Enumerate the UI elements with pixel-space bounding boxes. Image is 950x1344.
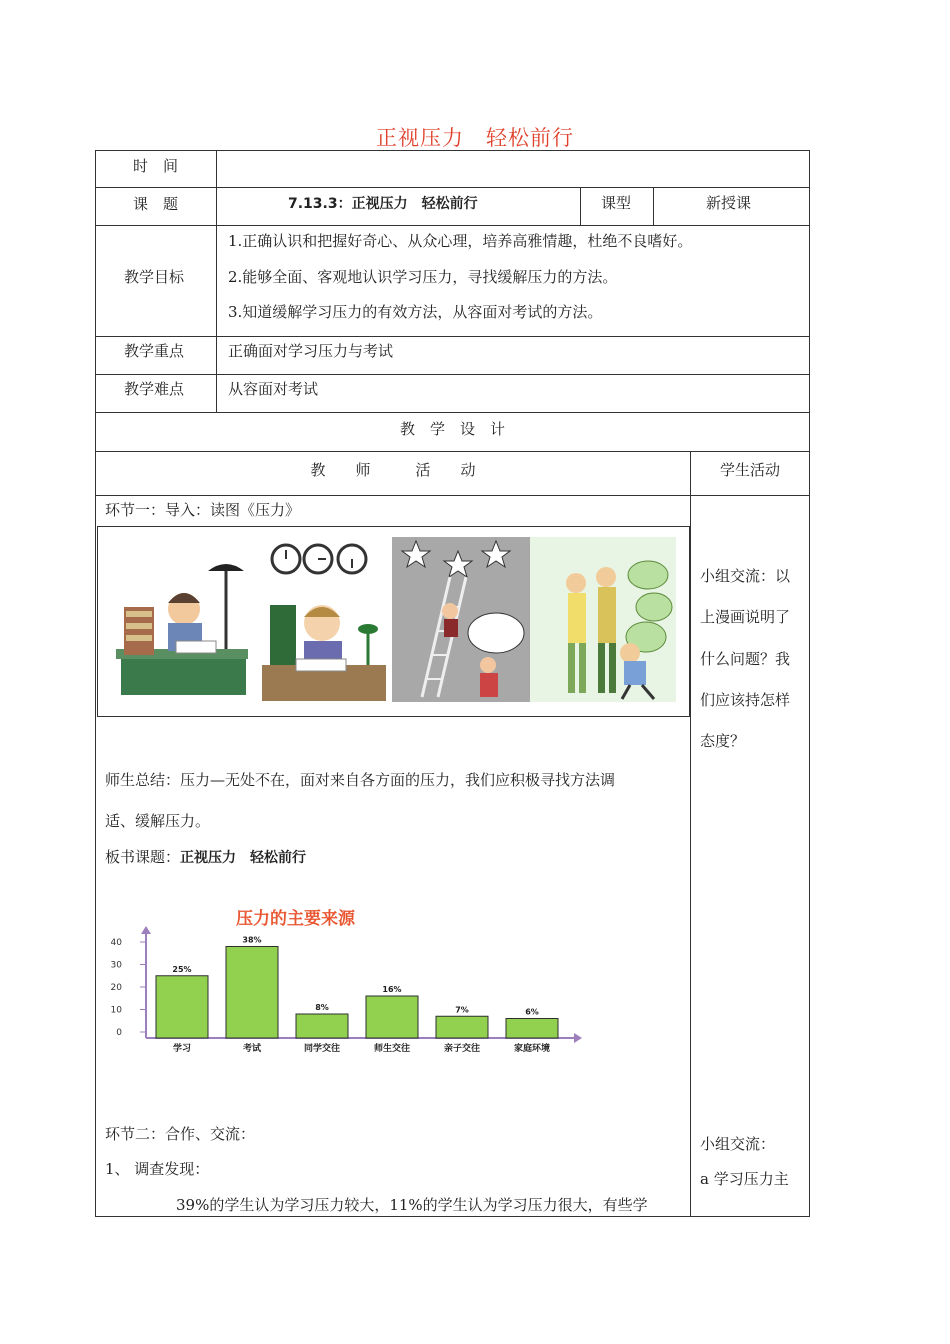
summary-line-2: 适、缓解压力。 xyxy=(105,812,211,830)
bar-value-label: 25% xyxy=(172,964,192,974)
goal-item-3: 3.知道缓解学习压力的有效方法，从容面对考试的方法。 xyxy=(228,303,603,321)
backpack-burden-icon xyxy=(530,537,676,702)
bar-value-label: 8% xyxy=(315,1003,329,1012)
goal-item-1: 1.正确认识和把握好奇心、从众心理，培养高雅情趣，杜绝不良嗜好。 xyxy=(228,232,693,250)
design-header: 教 学 设 计 xyxy=(399,420,505,438)
x-category-label: 考试 xyxy=(242,1044,262,1054)
difficulty-label: 教学难点 xyxy=(124,380,185,398)
bar-5 xyxy=(436,1016,488,1038)
y-tick-label: 20 xyxy=(110,983,122,993)
step-one-heading: 环节一：导入：读图《压力》 xyxy=(105,501,301,519)
survey-text: 39%的学生认为学习压力较大，11%的学生认为学习压力很大，有些学 xyxy=(176,1196,648,1214)
y-tick-label: 30 xyxy=(110,960,122,971)
student-question-5: 态度？ xyxy=(700,732,746,750)
teacher-activity-header: 教 师 活 动 xyxy=(310,461,476,479)
x-category-label: 同学交往 xyxy=(303,1044,341,1054)
student-activity-header: 学生活动 xyxy=(719,461,780,479)
clock-student-icon xyxy=(256,537,388,702)
bar-4 xyxy=(366,996,418,1038)
y-tick-label: 40 xyxy=(110,938,122,948)
x-category-label: 学习 xyxy=(172,1044,192,1054)
bar-6 xyxy=(506,1019,558,1039)
student-question-4: 们应该持怎样 xyxy=(700,691,791,709)
x-axis-arrow xyxy=(574,1033,582,1043)
y-tick-label: 0 xyxy=(116,1028,122,1038)
key-point-value: 正确面对学习压力与考试 xyxy=(228,342,394,360)
bar-1 xyxy=(156,976,208,1038)
y-axis-arrow xyxy=(141,926,151,934)
topic-value: 7.13.3：正视压力 轻松前行 xyxy=(288,196,478,212)
student-question-3: 什么问题？我 xyxy=(700,650,791,668)
bar-value-label: 16% xyxy=(382,985,402,994)
step-two-heading: 环节二：合作、交流： xyxy=(105,1125,256,1143)
student-activity-2-line-2: a 学习压力主 xyxy=(700,1170,789,1188)
difficulty-value: 从容面对考试 xyxy=(228,380,319,398)
bar-2 xyxy=(226,947,278,1039)
stress-source-chart xyxy=(100,896,590,1058)
goal-item-2: 2.能够全面、客观地认识学习压力，寻找缓解压力的方法。 xyxy=(228,268,618,286)
summary-line-1: 师生总结：压力—无处不在，面对来自各方面的压力，我们应积极寻找方法调 xyxy=(105,771,616,789)
chart-title: 压力的主要来源 xyxy=(236,909,355,929)
key-point-label: 教学重点 xyxy=(124,342,185,360)
goals-label: 教学目标 xyxy=(124,268,185,286)
board-title-row xyxy=(105,847,306,868)
student-question-1: 小组交流：以 xyxy=(700,567,791,585)
x-category-label: 师生交往 xyxy=(373,1044,411,1054)
type-label: 课型 xyxy=(601,194,632,212)
time-label: 时 间 xyxy=(133,157,179,175)
board-label: 板书课题： xyxy=(105,848,181,866)
student-activity-2-line-1: 小组交流： xyxy=(700,1135,776,1153)
ladder-stars-icon xyxy=(392,537,530,702)
bar-value-label: 38% xyxy=(242,935,262,945)
y-tick-label: 10 xyxy=(110,1005,122,1016)
page-title: 正视压力 轻松前行 xyxy=(376,126,574,150)
bar-3 xyxy=(296,1014,348,1038)
x-category-label: 家庭环境 xyxy=(513,1044,551,1054)
stressed-student-icon xyxy=(116,537,248,702)
survey-label: 1、 调查发现： xyxy=(105,1160,210,1178)
type-value: 新授课 xyxy=(706,194,752,212)
student-question-2: 上漫画说明了 xyxy=(700,608,791,626)
board-title: 正视压力 轻松前行 xyxy=(180,850,307,866)
comic-strip xyxy=(97,526,690,717)
topic-label: 课 题 xyxy=(133,195,179,213)
bar-value-label: 6% xyxy=(525,1007,539,1017)
x-category-label: 亲子交往 xyxy=(443,1044,481,1054)
bar-value-label: 7% xyxy=(455,1005,469,1015)
